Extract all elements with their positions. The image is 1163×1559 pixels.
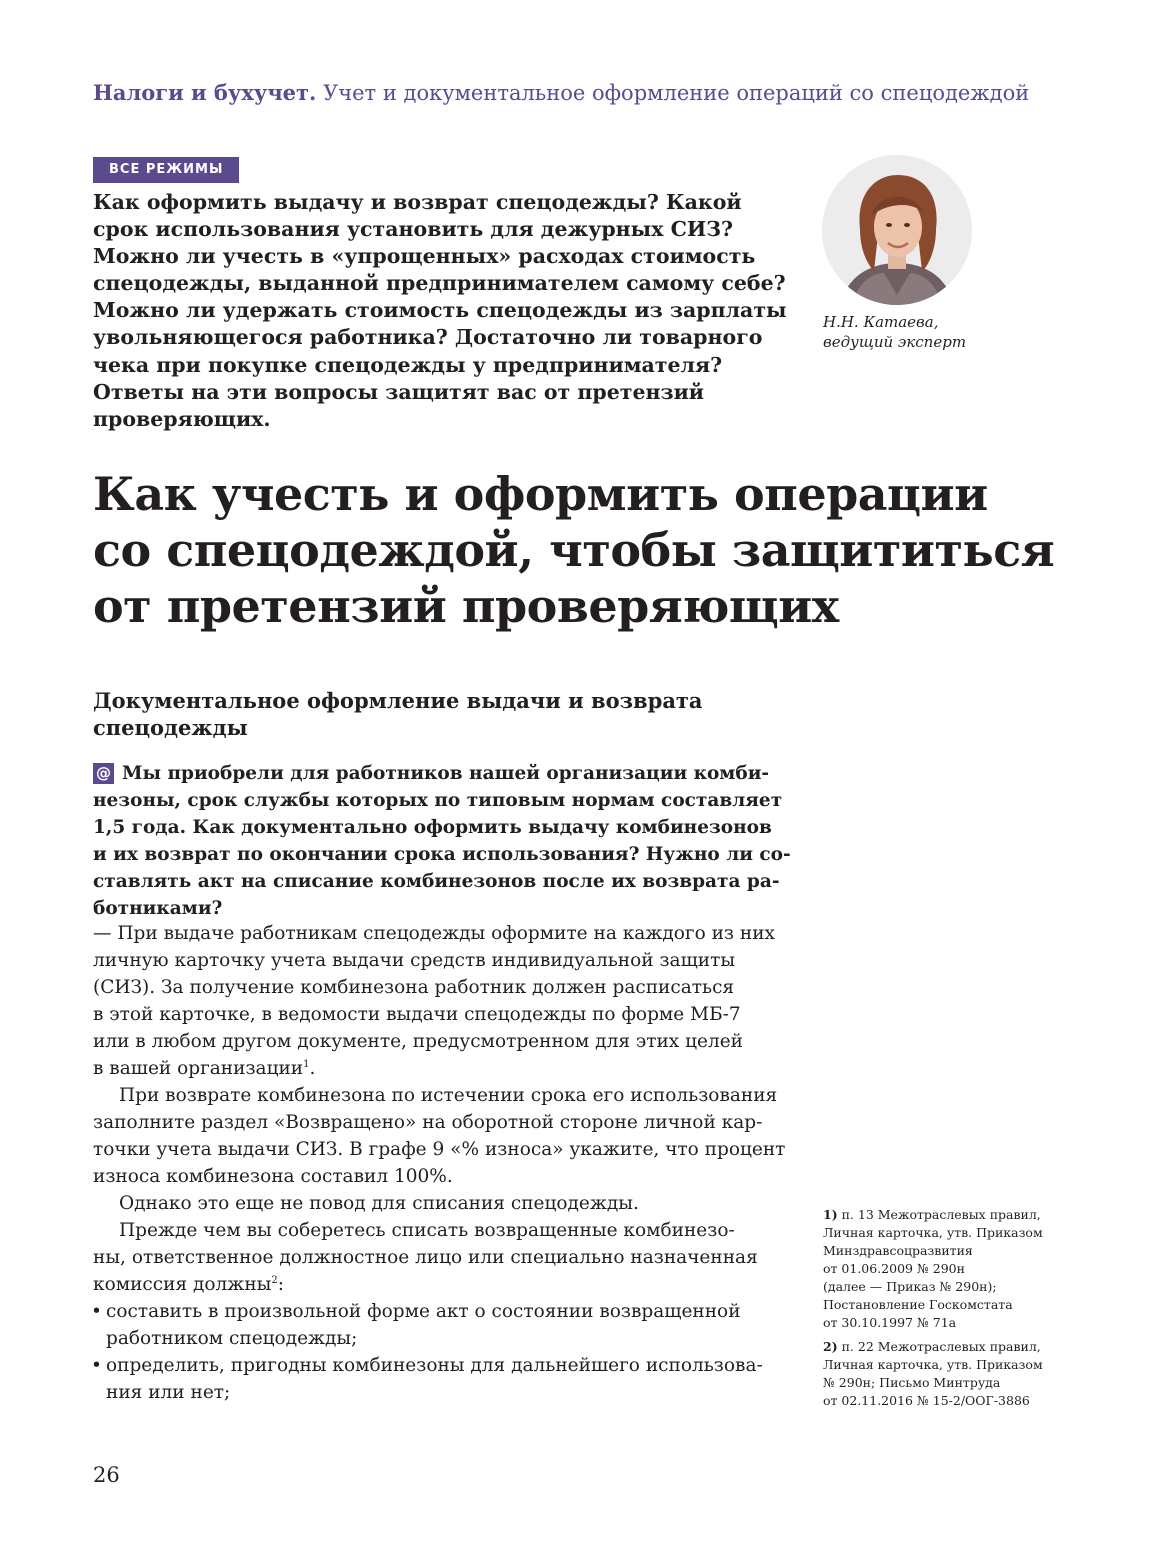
- section-title: Налоги и бухучет.: [93, 80, 317, 105]
- body-line: точки учета выдачи СИЗ. В графе 9 «% износа» укажите, что процент: [93, 1139, 786, 1160]
- subheading-line: Документальное оформление выдачи и возврата: [93, 688, 703, 713]
- footnote-line: от 01.06.2009 № 290н: [823, 1261, 965, 1276]
- reader-question: [93, 760, 791, 922]
- headline-line: со спецодеждой, чтобы защититься: [93, 523, 1055, 577]
- bullet-continuation: работником спецодежды;: [106, 1328, 358, 1349]
- footnote-line: Минздравсоцразвития: [823, 1243, 973, 1258]
- footnotes: [823, 1206, 1063, 1410]
- headline-line: Как учесть и оформить операции: [93, 467, 988, 521]
- email-at-icon: @: [93, 763, 114, 784]
- footnote-line: от 30.10.1997 № 71а: [823, 1315, 957, 1330]
- bullet-continuation: ния или нет;: [106, 1382, 231, 1403]
- body-line: Прежде чем вы соберетесь списать возвращенные комбинезо-: [119, 1220, 735, 1241]
- bullet-item: • определить, пригодны комбинезоны для дальнейшего использова-: [93, 1352, 773, 1379]
- body-line: заполните раздел «Возвращено» на оборотной стороне личной кар-: [93, 1112, 763, 1133]
- question-line: 1,5 года. Как документально оформить выдачу комбинезонов: [93, 817, 772, 838]
- body-line: — При выдаче работникам спецодежды оформите на каждого из них: [93, 923, 775, 944]
- body-line: При возврате комбинезона по истечении срока его использования: [119, 1085, 778, 1106]
- author-portrait-icon: [822, 155, 972, 305]
- lead-line: спецодежды, выданной предпринимателем самому себе?: [93, 271, 786, 296]
- headline-line: от претензий проверяющих: [93, 579, 839, 633]
- body-line: в этой карточке, в ведомости выдачи спецодежды по форме МБ-7: [93, 1004, 741, 1025]
- footnote-line: Личная карточка, утв. Приказом: [823, 1225, 1043, 1240]
- question-line: ставлять акт на списание комбинезонов после их возврата ра-: [93, 871, 780, 892]
- section-subheading: [93, 687, 703, 741]
- subheading-line: спецодежды: [93, 715, 248, 740]
- author-role: ведущий эксперт: [823, 333, 967, 351]
- footnote-line: Личная карточка, утв. Приказом: [823, 1357, 1043, 1372]
- lead-line: Как оформить выдачу и возврат спецодежды? Какой: [93, 190, 742, 214]
- footnote-ref-1: 1: [303, 1058, 310, 1070]
- bullet-item: • составить в произвольной форме акт о состоянии возвращенной: [93, 1298, 773, 1325]
- lead-line: проверяющих.: [93, 406, 271, 431]
- question-line: @ Мы приобрели для работников нашей организации комби-: [93, 760, 769, 787]
- article-title: Учет и документальное оформление операций со спецодеждой: [323, 81, 1030, 105]
- article-headline: [93, 466, 1093, 634]
- question-line: незоны, срок службы которых по типовым нормам составляет: [93, 790, 783, 811]
- lead-line: чека при покупке спецодежды у предпринимателя?: [93, 352, 723, 377]
- body-line: или в любом другом документе, предусмотренном для этих целей: [93, 1031, 743, 1052]
- body-line: (СИЗ). За получение комбинезона работник должен расписаться: [93, 977, 735, 998]
- running-head: [93, 80, 1029, 105]
- author-name: Н.Н. Катаева,: [823, 313, 939, 331]
- answer-body: [93, 920, 786, 1406]
- body-line: личную карточку учета выдачи средств индивидуальной защиты: [93, 950, 736, 971]
- regime-badge: ВСЕ РЕЖИМЫ: [93, 157, 239, 183]
- body-line: в вашей организации$^1$.: [93, 1058, 316, 1079]
- lead-line: увольняющегося работника? Достаточно ли товарного: [93, 325, 763, 350]
- lead-line: Можно ли удержать стоимость спецодежды из зарплаты: [93, 298, 787, 323]
- author-caption: [823, 312, 966, 352]
- question-line: ботниками?: [93, 898, 223, 919]
- body-line: Однако это еще не повод для списания спецодежды.: [119, 1193, 639, 1214]
- page-number: 26: [93, 1463, 120, 1487]
- lead-paragraph: [93, 189, 787, 433]
- footnote-2: 2) п. 22 Межотраслевых правил,: [823, 1339, 1041, 1354]
- lead-line: Можно ли учесть в «упрощенных» расходах стоимость: [93, 244, 756, 269]
- footnote-line: № 290н; Письмо Минтруда: [823, 1375, 1001, 1390]
- footnote-1: 1) п. 13 Межотраслевых правил,: [823, 1207, 1041, 1222]
- body-line: ны, ответственное должностное лицо или специально назначенная: [93, 1247, 758, 1268]
- lead-line: Ответы на эти вопросы защитят вас от претензий: [93, 379, 705, 404]
- author-photo: [822, 155, 972, 305]
- question-line: и их возврат по окончании срока использования? Нужно ли со-: [93, 844, 791, 865]
- body-line: износа комбинезона составил 100%.: [93, 1166, 453, 1187]
- footnote-line: Постановление Госкомстата: [823, 1297, 1013, 1312]
- footnote-line: (далее — Приказ № 290н);: [823, 1279, 997, 1294]
- lead-line: срок использования установить для дежурных СИЗ?: [93, 217, 734, 242]
- footnote-line: от 02.11.2016 № 15-2/ООГ-3886: [823, 1393, 1030, 1408]
- body-line: комиссия должны$^2$:: [93, 1274, 284, 1295]
- footnote-ref-2: 2: [271, 1274, 278, 1286]
